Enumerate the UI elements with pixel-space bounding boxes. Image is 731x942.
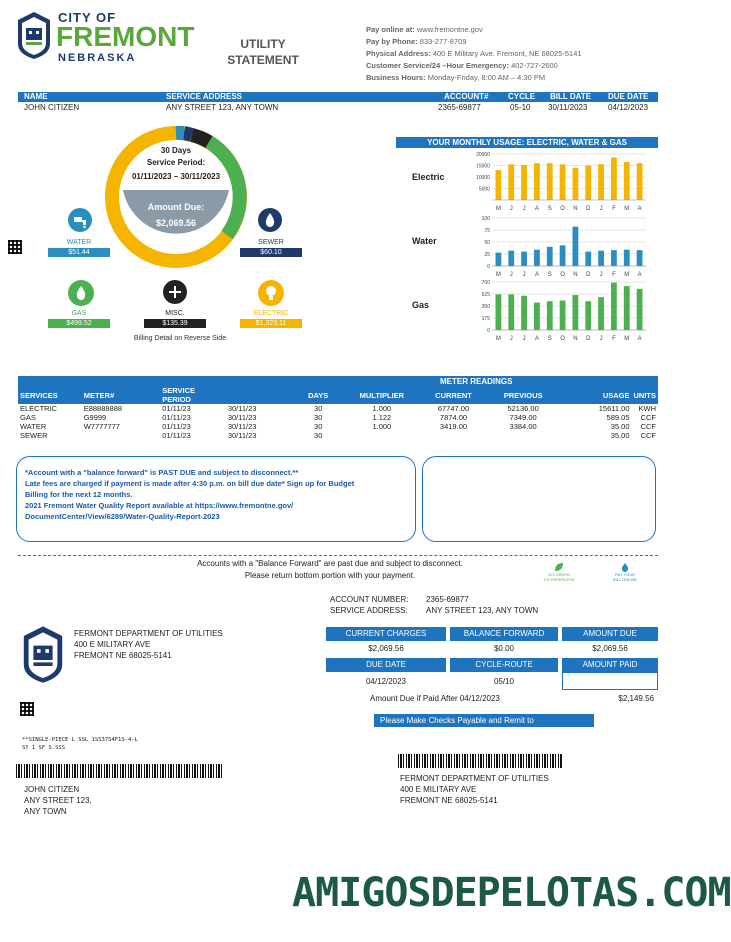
meter-cell: 01/11/23 <box>162 413 191 422</box>
usage-bar <box>560 164 566 200</box>
electric-usage-chart <box>472 150 650 212</box>
meter-cell: 67747.00 <box>437 404 470 413</box>
x-tick-label: J <box>599 336 603 342</box>
meter-cell: W7777777 <box>83 422 120 431</box>
x-tick-label: J <box>509 336 513 342</box>
usage-bar <box>547 247 553 266</box>
usage-bar <box>560 301 566 330</box>
x-tick-label: F <box>612 336 616 342</box>
x-tick-label: A <box>637 272 642 278</box>
logo-city-text: CITY OF <box>58 10 117 25</box>
usage-bar <box>598 164 604 200</box>
meter-cell: 30 <box>314 404 323 413</box>
gas-chart-label: Gas <box>412 300 430 310</box>
meter-col-header: SERVICE PERIOD <box>162 386 196 404</box>
meter-cell: 7349.00 <box>509 413 537 422</box>
current-charges-header: CURRENT CHARGES <box>326 627 446 641</box>
x-tick-label: O <box>560 272 565 278</box>
hdr-service-address: SERVICE ADDRESS <box>166 92 243 101</box>
water-usage-chart <box>472 214 650 278</box>
x-tick-label: N <box>573 336 578 342</box>
hdr-account: ACCOUNT# <box>444 92 489 101</box>
usage-bar <box>624 250 630 266</box>
amount-due-header: AMOUNT DUE <box>562 627 658 641</box>
meter-cell <box>82 431 161 440</box>
due-date-stub-value: 04/12/2023 <box>365 677 407 686</box>
meter-col-header: DAYS <box>308 390 329 400</box>
misc-icon-circle <box>163 280 187 304</box>
meter-cell: SEWER <box>20 431 48 440</box>
water-chart-label: Water <box>412 236 437 246</box>
watermark-text: AMIGOSDEPELOTAS.COM <box>292 870 731 916</box>
meter-header-row <box>18 386 658 404</box>
water-amount: $51.44 <box>48 248 110 257</box>
remit-barcode <box>398 754 562 768</box>
notice-line: Late fees are charged if payment is made after 4:30 p.m. on bill due date* Sign up for Budget <box>25 479 355 488</box>
y-tick-label: 50 <box>484 240 490 246</box>
x-tick-label: D <box>586 272 591 278</box>
account-number: 2365-69877 <box>438 103 481 112</box>
period-label: Service Period: <box>146 158 206 167</box>
customer-name: JOHN CITIZEN <box>24 103 80 112</box>
due-date-header: DUE DATE <box>326 658 446 672</box>
usage-bar <box>521 296 527 330</box>
electric-label: ELECTRIC <box>253 310 289 317</box>
meter-col-header: USAGE <box>602 390 630 400</box>
usage-bar <box>624 162 630 200</box>
notice-box <box>16 456 416 542</box>
x-tick-label: S <box>547 272 552 278</box>
y-tick-label: 525 <box>481 292 490 298</box>
meter-row <box>18 404 658 413</box>
usage-bar <box>637 163 643 200</box>
y-tick-label: 700 <box>481 280 490 286</box>
usage-bar <box>611 250 617 266</box>
meter-cell: 15611.00 <box>598 404 630 413</box>
lightbulb-icon <box>258 280 284 306</box>
y-tick-label: 0 <box>487 264 490 270</box>
late-amount-row <box>370 693 654 704</box>
dept-name: FERMONT DEPARTMENT OF UTILITIES <box>74 629 223 638</box>
usage-bar <box>496 170 502 200</box>
electric-amount: $1,323.11 <box>240 319 302 328</box>
city-shield-icon <box>16 10 52 60</box>
meter-cell: WATER <box>20 422 47 431</box>
water-icon-circle <box>68 208 92 232</box>
usage-bar <box>598 297 604 330</box>
x-tick-label: F <box>612 272 616 278</box>
checks-payable-bar <box>374 714 594 727</box>
stub-warning-line2: Please return bottom portion with your payment. <box>244 571 416 580</box>
meter-col-header: UNITS <box>633 390 656 400</box>
usage-bar <box>611 157 617 200</box>
x-tick-label: M <box>495 336 501 342</box>
meter-col-header: SERVICES <box>20 390 58 400</box>
usage-bar <box>585 252 591 266</box>
bill-date-value: 30/11/2023 <box>548 103 588 112</box>
usage-bar <box>573 168 579 200</box>
x-tick-label: J <box>522 272 526 278</box>
qr-code-top <box>8 240 22 254</box>
title-line1: UTILITY <box>240 37 286 51</box>
meter-cell: 3419.00 <box>439 422 468 431</box>
y-tick-label: 5000 <box>478 186 490 193</box>
meter-cell: ELECTRIC <box>20 404 58 413</box>
usage-bar <box>534 250 540 266</box>
meter-cell: 30/11/23 <box>227 431 257 440</box>
meter-col-header: MULTIPLIER <box>359 390 405 400</box>
hdr-cycle: CYCLE <box>508 92 536 101</box>
x-tick-label: A <box>637 336 642 342</box>
x-tick-label: M <box>624 206 630 212</box>
donut-misc-segment <box>192 135 209 142</box>
dept-shield-icon <box>20 624 66 684</box>
meter-cell: 01/11/23 <box>162 422 191 431</box>
usage-bar <box>534 163 540 200</box>
stub-warning-line1: Accounts with a "Balance Forward" are past due and subject to disconnect. <box>197 559 463 568</box>
x-tick-label: O <box>560 206 565 212</box>
qr-code-stub <box>20 702 34 716</box>
usage-bar <box>560 245 566 266</box>
late-amount: $2,149.56 <box>618 694 654 703</box>
amount-due-label: Amount Due: <box>147 202 205 212</box>
notice-line: 2021 Fremont Water Quality Report available at https://www.fremontne.gov/ <box>25 501 294 510</box>
misc-amount: $135.39 <box>144 319 206 328</box>
water-label: WATER <box>66 239 92 246</box>
meter-readings-table <box>18 386 658 440</box>
x-tick-label: N <box>573 206 578 212</box>
meter-readings-title: METER READINGS <box>440 377 513 386</box>
meter-cell: CCF <box>640 422 656 431</box>
hdr-name: NAME <box>24 92 48 101</box>
usage-bar <box>521 252 527 266</box>
billing-detail-note: Billing Detail on Reverse Side <box>133 335 227 342</box>
account-header-bar <box>18 92 658 102</box>
usage-bar <box>508 251 514 266</box>
statement-title <box>218 36 308 68</box>
meter-cell: 35.00 <box>610 422 630 431</box>
tear-line <box>18 555 658 556</box>
x-tick-label: J <box>509 206 513 212</box>
logo-fremont-text: FREMONT <box>56 21 195 52</box>
mail-code <box>22 736 138 752</box>
usage-bar <box>496 294 502 330</box>
usage-bar <box>585 301 591 330</box>
meter-title-bar <box>18 376 658 386</box>
meter-row <box>18 422 658 431</box>
usage-bar <box>624 286 630 330</box>
plus-icon <box>163 280 187 304</box>
meter-cell: 30 <box>314 431 323 440</box>
usage-bar <box>547 163 553 200</box>
meter-cell <box>419 431 489 440</box>
amount-due-stub-value: $2,069.56 <box>592 644 628 653</box>
remit-city: FREMONT NE 68025-5141 <box>400 796 498 805</box>
contact-line: Business Hours: Monday-Friday, 8:00 AM – 4:30 PM <box>366 73 546 82</box>
meter-cell: GAS <box>20 413 36 422</box>
stub-warning <box>160 558 500 582</box>
usage-bar <box>637 289 643 330</box>
x-tick-label: A <box>534 336 539 342</box>
meter-cell: 3384.00 <box>509 422 537 431</box>
usage-bar <box>547 301 553 330</box>
x-tick-label: D <box>586 336 591 342</box>
amount-paid-input[interactable] <box>562 672 658 690</box>
customer-barcode <box>16 764 222 778</box>
x-tick-label: A <box>637 206 642 212</box>
mail-code-line2: SY 1 SF S.SSS <box>22 745 66 751</box>
go-green-text: GO GREEN GO PAPERLESS <box>543 572 575 582</box>
usage-bar <box>496 253 502 266</box>
pay-online-text: PAY YOUR BILL ONLINE <box>612 572 638 582</box>
x-tick-label: S <box>547 336 552 342</box>
gas-usage-chart <box>472 278 650 342</box>
meter-col-header <box>226 386 292 404</box>
usage-bar <box>573 295 579 330</box>
x-tick-label: N <box>573 272 578 278</box>
mail-code-line1: **SINGLE-PIECE L SSL 1SS37S4F1S-4-L <box>22 737 138 743</box>
meter-cell <box>488 431 558 440</box>
logo-state-text: NEBRASKA <box>58 52 137 64</box>
gas-flame-icon <box>68 280 94 306</box>
meter-cell: 1.000 <box>372 404 392 413</box>
sewer-icon-circle <box>258 208 282 232</box>
usage-bar <box>521 165 527 200</box>
electric-chart-label: Electric <box>412 172 445 182</box>
meter-cell: 52136.00 <box>507 404 539 413</box>
meter-cell: 30/11/23 <box>227 422 257 431</box>
amount-paid-header: AMOUNT PAID <box>562 658 658 672</box>
meter-cell: KWH <box>638 404 656 413</box>
contact-line: Physical Address: 400 E Military Ave. Fremont, NE 68025-5141 <box>366 49 582 58</box>
account-values-row <box>18 103 658 113</box>
customer-mailing-address <box>24 784 92 817</box>
meter-col-header: CURRENT <box>435 390 472 400</box>
meter-cell: 1.000 <box>372 422 392 431</box>
usage-title-bar: YOUR MONTHLY USAGE: ELECTRIC, WATER & GAS <box>396 137 658 148</box>
usage-bar <box>534 303 540 330</box>
go-green-badge <box>532 562 586 582</box>
meter-row <box>18 431 658 440</box>
meter-cell: CCF <box>640 431 656 440</box>
due-date-value: 04/12/2023 <box>608 103 649 112</box>
x-tick-label: J <box>599 272 603 278</box>
contact-line: Pay online at: www.fremontne.gov <box>366 25 483 34</box>
balance-forward-value: $0.00 <box>493 644 515 653</box>
stub-service-row: SERVICE ADDRESS: ANY STREET 123, ANY TOWN <box>330 606 539 615</box>
meter-cell: E88888888 <box>83 404 123 413</box>
dept-address <box>74 628 223 661</box>
notice-line: *Account with a "balance forward" is PAST DUE and subject to disconnect.** <box>25 468 299 477</box>
contact-line: Pay by Phone: 833-277-8709 <box>366 37 467 46</box>
y-tick-label: 100 <box>481 216 490 222</box>
balance-forward-header: BALANCE FORWARD <box>450 627 558 641</box>
stub-account-row: ACCOUNT NUMBER: 2365-69877 <box>330 595 469 604</box>
y-tick-label: 75 <box>484 228 490 234</box>
sewer-label: SEWER <box>258 239 284 246</box>
period-dates: 01/11/2023 – 30/11/2023 <box>131 172 221 181</box>
meter-cell: G9999 <box>83 413 107 422</box>
contact-line: Customer Service/24 –Hour Emergency: 402-727-2600 <box>366 61 558 70</box>
y-tick-label: 350 <box>481 304 490 310</box>
title-line2: STATEMENT <box>227 53 299 67</box>
meter-cell: 30/11/23 <box>227 413 257 422</box>
misc-label: MISC. <box>165 310 185 317</box>
x-tick-label: S <box>547 206 552 212</box>
checks-payable-text: Please Make Checks Payable and Remit to <box>380 716 534 725</box>
notice-line: Billing for the next 12 months. <box>25 490 133 499</box>
usage-bar <box>637 250 643 266</box>
usage-bar <box>573 227 579 266</box>
late-label: Amount Due if Paid After 04/12/2023 <box>370 694 500 703</box>
x-tick-label: J <box>522 206 526 212</box>
period-days: 30 Days <box>160 146 192 155</box>
y-tick-label: 10000 <box>476 175 490 181</box>
dept-street: 400 E MILITARY AVE <box>74 640 151 649</box>
usage-bar <box>611 283 617 330</box>
mailing-town: ANY TOWN <box>24 807 67 816</box>
meter-cell: 30 <box>314 413 323 422</box>
cycle-value: 05-10 <box>510 103 531 112</box>
pay-online-badge[interactable] <box>598 562 652 582</box>
x-tick-label: J <box>522 336 526 342</box>
service-address: ANY STREET 123, ANY TOWN <box>166 103 279 112</box>
meter-row <box>18 413 658 422</box>
meter-cell: 1.122 <box>372 413 392 422</box>
x-tick-label: D <box>586 206 591 212</box>
stub-account-info <box>330 594 650 616</box>
amount-due-value: $2,069.56 <box>155 218 197 228</box>
meter-cell: 30 <box>314 422 323 431</box>
meter-col-header: METER# <box>83 390 115 400</box>
hdr-bill-date: BILL DATE <box>550 92 592 101</box>
x-tick-label: A <box>534 272 539 278</box>
x-tick-label: M <box>624 336 630 342</box>
hdr-due-date: DUE DATE <box>608 92 649 101</box>
usage-bar <box>585 166 591 201</box>
contact-info <box>366 24 666 84</box>
y-tick-label: 175 <box>481 316 490 322</box>
x-tick-label: J <box>509 272 513 278</box>
donut-sewer-segment <box>184 133 192 135</box>
remit-address <box>400 773 549 806</box>
sewer-drop-icon <box>258 208 282 232</box>
usage-bar <box>508 294 514 330</box>
y-tick-label: 25 <box>484 252 490 258</box>
current-charges-value: $2,069.56 <box>368 644 404 653</box>
x-tick-label: M <box>495 272 501 278</box>
gas-label: GAS <box>71 310 87 317</box>
meter-cell: 589.05 <box>606 413 630 422</box>
leaf-icon <box>554 562 564 572</box>
drop-icon <box>620 562 630 572</box>
x-tick-label: A <box>534 206 539 212</box>
x-tick-label: M <box>624 272 630 278</box>
meter-cell: 7874.00 <box>439 413 468 422</box>
notice-line: DocumentCenter/View/6289/Water-Quality-Report-2023 <box>25 512 220 521</box>
empty-message-box <box>422 456 656 542</box>
x-tick-label: O <box>560 336 565 342</box>
y-tick-label: 15000 <box>476 163 490 170</box>
meter-cell <box>345 431 419 440</box>
meter-cell: 30/11/23 <box>227 404 257 413</box>
cycle-route-value: 05/10 <box>493 677 515 686</box>
city-logo <box>16 10 195 70</box>
y-tick-label: 0 <box>487 328 490 334</box>
meter-cell: CCF <box>640 413 656 422</box>
mailing-street: ANY STREET 123, <box>24 796 92 805</box>
meter-cell: 01/11/23 <box>162 404 191 413</box>
remit-street: 400 E MILITARY AVE <box>400 785 477 794</box>
usage-bar <box>598 251 604 266</box>
dept-city: FREMONT NE 68025-5141 <box>74 651 172 660</box>
gas-icon-circle <box>68 280 94 306</box>
x-tick-label: F <box>612 206 616 212</box>
x-tick-label: J <box>599 206 603 212</box>
meter-cell: 01/11/23 <box>162 431 191 440</box>
x-tick-label: M <box>495 206 501 212</box>
gas-amount: $499.52 <box>48 319 110 328</box>
faucet-icon <box>68 208 92 232</box>
remit-name: FERMONT DEPARTMENT OF UTILITIES <box>400 774 549 783</box>
usage-bar <box>508 164 514 200</box>
meter-col-header: PREVIOUS <box>503 390 543 400</box>
cycle-route-header: CYCLE-ROUTE <box>450 658 558 672</box>
notice-text <box>17 457 415 522</box>
charges-donut <box>101 122 251 272</box>
electric-icon-circle <box>258 280 284 306</box>
mailing-name: JOHN CITIZEN <box>24 785 80 794</box>
y-tick-label: 20000 <box>476 152 490 158</box>
meter-cell: 35.00 <box>610 431 630 440</box>
sewer-amount: $60.10 <box>240 248 302 257</box>
